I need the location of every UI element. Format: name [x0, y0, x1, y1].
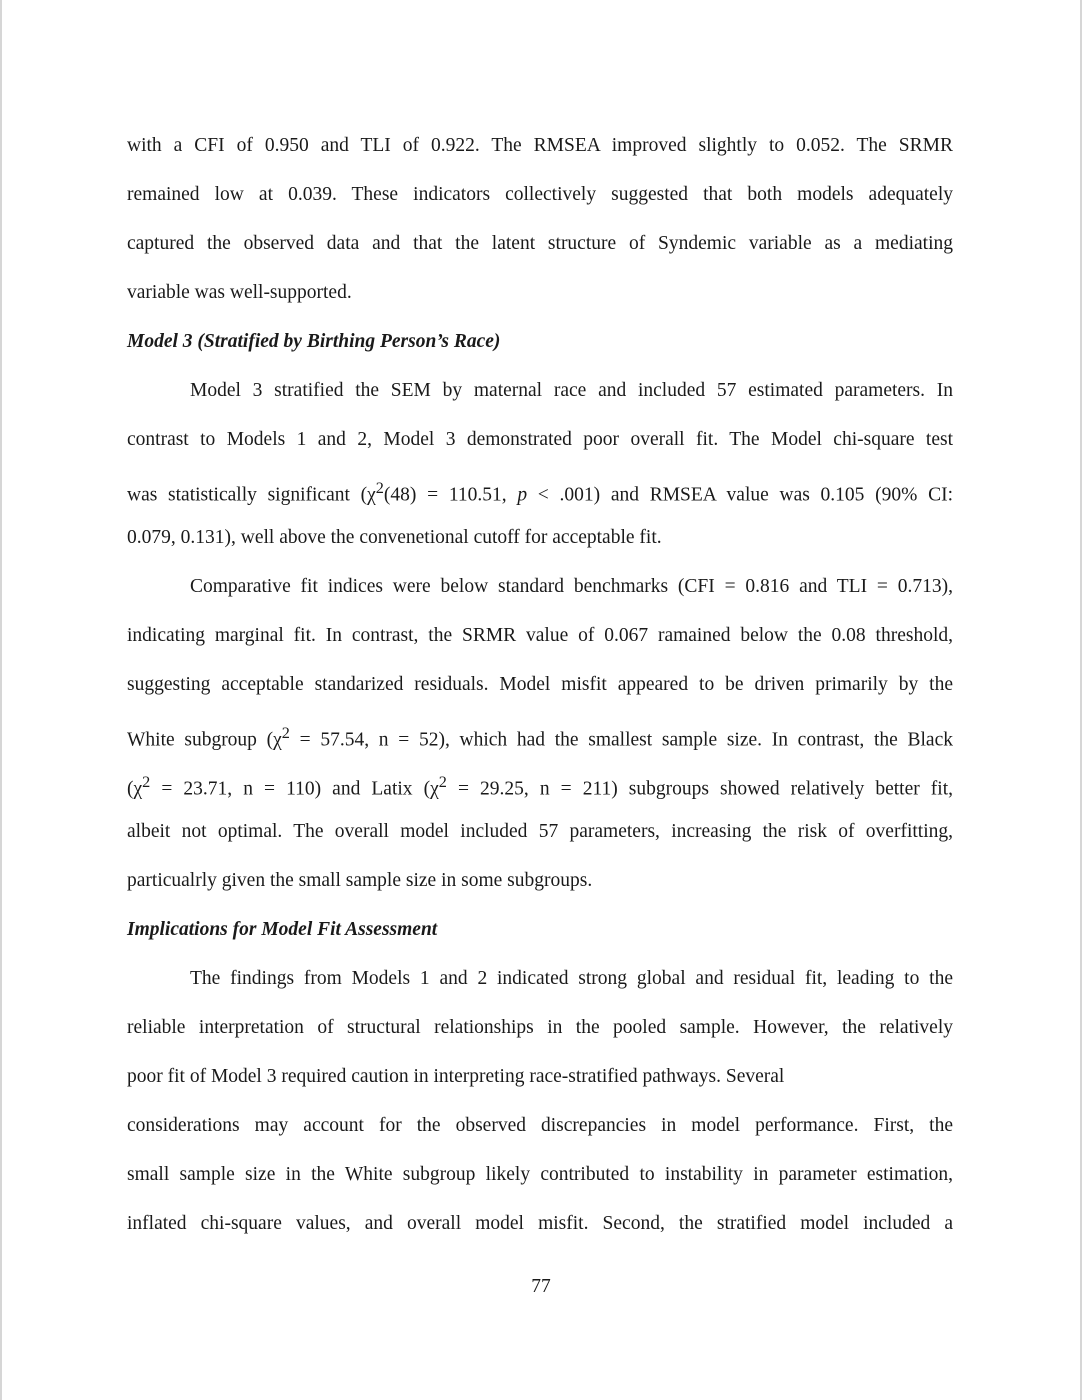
paragraph-line: albeit not optimal. The overall model included 57 parameters, increasing the risk of overfitting,	[127, 821, 953, 842]
paragraph-line: captured the observed data and that the latent structure of Syndemic variable as a mediating	[127, 233, 953, 254]
paragraph-line: 0.079, 0.131), well above the convenetional cutoff for acceptable fit.	[127, 527, 662, 548]
page-edge-left	[0, 0, 2, 1400]
paragraph-line: particualrly given the small sample size in some subgroups.	[127, 870, 593, 891]
paragraph-line: contrast to Models 1 and 2, Model 3 demonstrated poor overall fit. The Model chi-square test	[127, 429, 953, 450]
paragraph-line: Comparative fit indices were below standard benchmarks (CFI = 0.816 and TLI = 0.713),	[190, 576, 953, 597]
paragraph-line: remained low at 0.039. These indicators collectively suggested that both models adequately	[127, 184, 953, 205]
paragraph-line: with a CFI of 0.950 and TLI of 0.922. The RMSEA improved slightly to 0.052. The SRMR	[127, 135, 953, 156]
paragraph-line: poor fit of Model 3 required caution in interpreting race-stratified pathways. Several	[127, 1066, 785, 1087]
section-heading: Model 3 (Stratified by Birthing Person’s Race)	[127, 331, 501, 352]
page-number: 77	[531, 1276, 551, 1297]
paragraph-line: indicating marginal fit. In contrast, the SRMR value of 0.067 ramained below the 0.08 threshold,	[127, 625, 953, 646]
paragraph-line: ($\chi^2 = 23.71$, n = 110) and Latix ($\chi^2 = 29.25$, n = 211) subgroups showed relatively better fit,	[127, 773, 953, 800]
paragraph-line: small sample size in the White subgroup likely contributed to instability in parameter estimation,	[127, 1164, 953, 1185]
paragraph-line: The findings from Models 1 and 2 indicated strong global and residual fit, leading to the	[190, 968, 953, 989]
paragraph-line: suggesting acceptable standarized residuals. Model misfit appeared to be driven primarily by the	[127, 674, 953, 695]
paragraph-line: Model 3 stratified the SEM by maternal race and included 57 estimated parameters. In	[190, 380, 953, 401]
paragraph-line: White subgroup ($\chi^2 = 57.54$, n = 52), which had the smallest sample size. In contrast, the Black	[127, 724, 953, 751]
paragraph-line: reliable interpretation of structural relationships in the pooled sample. However, the relatively	[127, 1017, 953, 1038]
page-body	[127, 121, 953, 1248]
paragraph-line: considerations may account for the observed discrepancies in model performance. First, the	[127, 1115, 953, 1136]
paragraph-line: variable was well-supported.	[127, 282, 352, 303]
paragraph-line: inflated chi-square values, and overall model misfit. Second, the stratified model included a	[127, 1213, 953, 1234]
section-heading: Implications for Model Fit Assessment	[127, 919, 438, 940]
paragraph-line: was statistically significant ($\chi^2(48) = 110.51$, p < .001) and RMSEA value was 0.105 (90% CI:	[127, 479, 953, 506]
